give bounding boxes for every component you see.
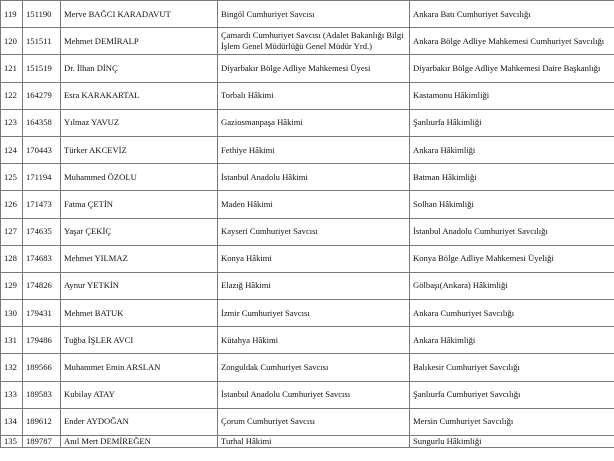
new-post-cell: Batman Hâkimliği [410, 164, 614, 191]
registry-number-cell: 189787 [23, 436, 61, 448]
person-name-cell: Yılmaz YAVUZ [61, 109, 218, 136]
person-name-cell: Tuğba İŞLER AVCI [61, 327, 218, 354]
person-name-cell: Muhammet Emin ARSLAN [61, 354, 218, 381]
table-row [1, 300, 614, 327]
new-post-cell: Ankara Hâkimliği [410, 327, 614, 354]
current-post-cell: Turhal Hâkimi [218, 436, 410, 448]
new-post-cell: İstanbul Anadolu Cumhuriyet Savcılığı [410, 218, 614, 245]
person-name-cell: Esra KARAKARTAL [61, 82, 218, 109]
current-post-cell: Maden Hâkimi [218, 191, 410, 218]
person-name-cell: Dr. İlhan DİNÇ [61, 55, 218, 82]
table-row [1, 381, 614, 408]
row-number-cell: 122 [1, 82, 23, 109]
person-name-cell: Mehmet YILMAZ [61, 245, 218, 272]
current-post-cell: Bingöl Cumhuriyet Savcısı [218, 1, 410, 28]
table-row [1, 28, 614, 55]
row-number-cell: 129 [1, 272, 23, 299]
row-number-cell: 130 [1, 300, 23, 327]
new-post-cell: Gölbaşı(Ankara) Hâkimliği [410, 272, 614, 299]
table-row [1, 408, 614, 435]
new-post-cell: Ankara Cumhuriyet Savcılığı [410, 300, 614, 327]
table-row [1, 136, 614, 163]
new-post-cell: Ankara Bölge Adliye Mahkemesi Cumhuriyet Savcılığı [410, 28, 614, 55]
new-post-cell: Solhan Hâkimliği [410, 191, 614, 218]
person-name-cell: Muhammed ÖZOLU [61, 164, 218, 191]
row-number-cell: 127 [1, 218, 23, 245]
table-row [1, 1, 614, 28]
person-name-cell: Türker AKCEVİZ [61, 136, 218, 163]
current-post-cell: Çorum Cumhuriyet Savcısı [218, 408, 410, 435]
registry-number-cell: 189612 [23, 408, 61, 435]
registry-number-cell: 151519 [23, 55, 61, 82]
current-post-cell: Torbalı Hâkimi [218, 82, 410, 109]
current-post-cell: Kayseri Cumhuriyet Savcısı [218, 218, 410, 245]
table-row [1, 191, 614, 218]
row-number-cell: 128 [1, 245, 23, 272]
new-post-cell: Diyarbakır Bölge Adliye Mahkemesi Daire Başkanlığı [410, 55, 614, 82]
person-name-cell: Yaşar ÇEKİÇ [61, 218, 218, 245]
person-name-cell: Anıl Mert DEMİREĞEN [61, 436, 218, 448]
new-post-cell: Ankara Batı Cumhuriyet Savcılığı [410, 1, 614, 28]
person-name-cell: Kubilay ATAY [61, 381, 218, 408]
registry-number-cell: 171194 [23, 164, 61, 191]
new-post-cell: Ankara Hâkimliği [410, 136, 614, 163]
current-post-cell: Diyarbakır Bölge Adliye Mahkemesi Üyesi [218, 55, 410, 82]
row-number-cell: 126 [1, 191, 23, 218]
table-row [1, 354, 614, 381]
registry-number-cell: 179486 [23, 327, 61, 354]
row-number-cell: 120 [1, 28, 23, 55]
person-name-cell: Fatma ÇETİN [61, 191, 218, 218]
row-number-cell: 125 [1, 164, 23, 191]
table-row [1, 55, 614, 82]
row-number-cell: 135 [1, 436, 23, 448]
new-post-cell: Mersin Cumhuriyet Savcılığı [410, 408, 614, 435]
registry-number-cell: 164279 [23, 82, 61, 109]
table-row [1, 436, 614, 448]
registry-number-cell: 189566 [23, 354, 61, 381]
current-post-cell: Kütahya Hâkimi [218, 327, 410, 354]
table-body [1, 1, 614, 448]
new-post-cell: Konya Bölge Adliye Mahkemesi Üyeliği [410, 245, 614, 272]
registry-number-cell: 189583 [23, 381, 61, 408]
current-post-cell: Konya Hâkimi [218, 245, 410, 272]
table-row [1, 164, 614, 191]
person-name-cell: Ender AYDOĞAN [61, 408, 218, 435]
current-post-cell: İstanbul Anadolu Hâkimi [218, 164, 410, 191]
table-row [1, 272, 614, 299]
row-number-cell: 132 [1, 354, 23, 381]
current-post-cell: Zonguldak Cumhuriyet Savcısı [218, 354, 410, 381]
registry-number-cell: 164358 [23, 109, 61, 136]
table-row [1, 109, 614, 136]
table-row [1, 82, 614, 109]
row-number-cell: 121 [1, 55, 23, 82]
current-post-cell: İstanbul Anadolu Cumhuriyet Savcısı [218, 381, 410, 408]
row-number-cell: 134 [1, 408, 23, 435]
table-row [1, 245, 614, 272]
current-post-cell: Çamardı Cumhuriyet Savcısı (Adalet Bakanlığı Bilgi İşlem Genel Müdürlüğü Genel Müdür Yrd.) [218, 28, 410, 55]
current-post-cell: Gaziosmanpaşa Hâkimi [218, 109, 410, 136]
registry-number-cell: 174826 [23, 272, 61, 299]
row-number-cell: 119 [1, 1, 23, 28]
row-number-cell: 133 [1, 381, 23, 408]
person-name-cell: Aynur YETKİN [61, 272, 218, 299]
table-row [1, 327, 614, 354]
current-post-cell: İzmir Cumhuriyet Savcısı [218, 300, 410, 327]
row-number-cell: 124 [1, 136, 23, 163]
person-name-cell: Mehmet DEMİRALP [61, 28, 218, 55]
new-post-cell: Sungurlu Hâkimliği [410, 436, 614, 448]
person-name-cell: Mehmet BATUK [61, 300, 218, 327]
row-number-cell: 131 [1, 327, 23, 354]
registry-number-cell: 174635 [23, 218, 61, 245]
new-post-cell: Balıkesir Cumhuriyet Savcılığı [410, 354, 614, 381]
new-post-cell: Şanlıurfa Hâkimliği [410, 109, 614, 136]
new-post-cell: Kastamonu Hâkimliği [410, 82, 614, 109]
registry-number-cell: 174683 [23, 245, 61, 272]
registry-number-cell: 151511 [23, 28, 61, 55]
current-post-cell: Elazığ Hâkimi [218, 272, 410, 299]
registry-number-cell: 151190 [23, 1, 61, 28]
person-name-cell: Merve BAĞCI KARADAVUT [61, 1, 218, 28]
registry-number-cell: 179431 [23, 300, 61, 327]
row-number-cell: 123 [1, 109, 23, 136]
registry-number-cell: 170443 [23, 136, 61, 163]
new-post-cell: Şanlıurfa Cumhuriyet Savcılığı [410, 381, 614, 408]
current-post-cell: Fethiye Hâkimi [218, 136, 410, 163]
table-row [1, 218, 614, 245]
registry-number-cell: 171473 [23, 191, 61, 218]
